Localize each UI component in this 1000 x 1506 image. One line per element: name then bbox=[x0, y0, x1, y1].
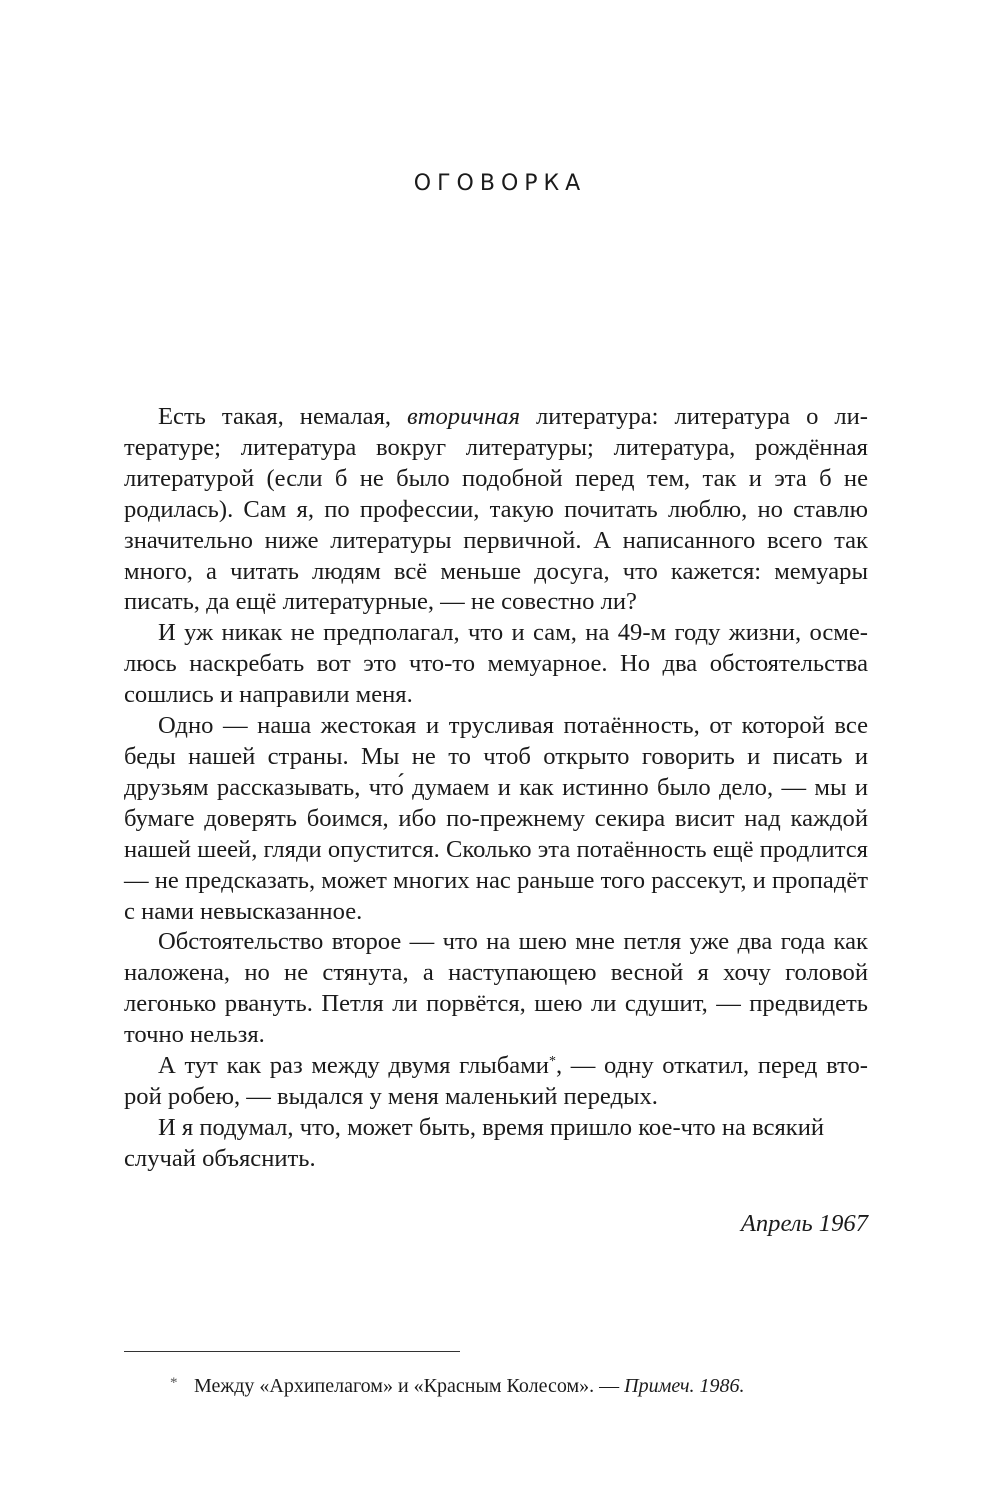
paragraph-5-start: А тут как раз между двумя глыбами bbox=[158, 1052, 549, 1080]
footnote-note: Примеч. 1986. bbox=[624, 1375, 745, 1397]
paragraph-6: И я подумал, что, может быть, время пришло кое-что на всякий случай объяснить. bbox=[124, 1113, 825, 1172]
paragraph-2: И уж никак не предполагал, что и сам, на 49-м году жизни, осмелюсь наскребать вот это что-то мемуарное. Но два обстоятельства сошлись и направили меня. bbox=[124, 619, 868, 709]
footnote-mark: * bbox=[170, 1375, 178, 1391]
date-signature: Апрель 1967 bbox=[740, 1210, 868, 1237]
body-text bbox=[124, 402, 868, 1175]
italic-term: вторичная bbox=[407, 403, 521, 430]
footnote bbox=[170, 1370, 870, 1399]
paragraph-5-rest: , — одну откатил, перед второй робею, — выдался у меня маленький передых. bbox=[124, 1052, 868, 1110]
paragraph-1-start: Есть такая, немалая, bbox=[158, 403, 408, 430]
chapter-title: ОГОВОРКА bbox=[413, 170, 587, 196]
footnote-reference[interactable]: * bbox=[548, 1054, 556, 1070]
paragraph-1-rest: литература: литература о литературе; литература вокруг литературы; литература, рождённая литературой (если б не было подобной перед тем, так и эта б не родилась). Сам я, по профессии, такую почитать люблю, но ставлю значительно ниже литературы первичной. А написанного всего так много, а читать людям всё меньше досуга, что кажется: мемуары писать, да ещё литературные, — не совестно ли? bbox=[124, 403, 868, 616]
paragraph-1 bbox=[124, 402, 868, 618]
paragraph-5 bbox=[124, 1051, 868, 1113]
paragraph-3: Одно — наша жестокая и трусливая потаённость, от которой все беды нашей страны. Мы не то чтоб открыто говорить и писать и друзьям рассказывать, что́ думаем и как истинно было дело, — мы и бумаге доверять боимся, ибо по-прежнему секира висит над каждой нашей шеей, гляди опустится. Сколько эта потаённость ещё продлится — не предсказать, может многих нас раньше того рассекут, и пропадёт с нами невысказанное. bbox=[124, 712, 868, 925]
footnote-text: Между «Архипелагом» и «Красным Колесом». — bbox=[194, 1375, 625, 1397]
footnote-divider bbox=[124, 1351, 460, 1352]
paragraph-4: Обстоятельство второе — что на шею мне петля уже два года как наложена, но не стянута, а наступающею весной я хочу головой легонько рвануть. Петля ли порвётся, шею ли сдушит, — предвидеть точно нельзя. bbox=[124, 928, 868, 1049]
